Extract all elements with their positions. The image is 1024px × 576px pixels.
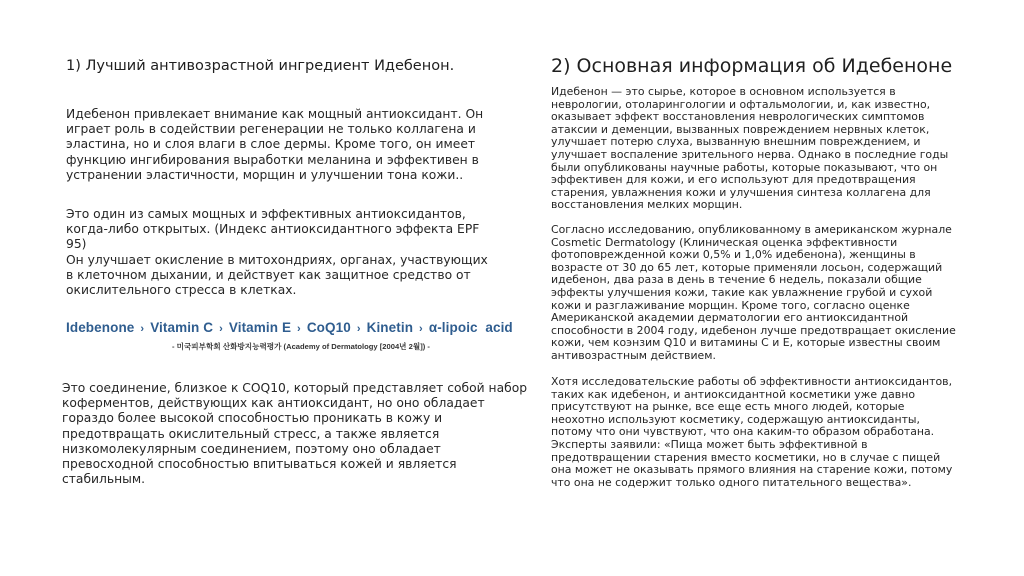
chain-item-kinetin: Kinetin	[366, 320, 414, 335]
left-paragraph-1-text: Идебенон привлекает внимание как мощный антиоксидант. Он играет роль в содействии регенерации не только коллагена и эластина, но и слоя влаги в слое дермы. Кроме того, он имеет функцию ингибирования выработки меланина и эффективен в устранении эластичности, морщин и улучшении тона кожи..	[66, 107, 484, 182]
antioxidant-ranking-chain	[66, 320, 513, 335]
right-paragraph-1	[551, 86, 961, 212]
chain-source-caption: - 미국피부학회 산화방지능력평가 (Academy of Dermatology [2004년 2월]) -	[172, 342, 430, 351]
right-paragraph-3-text: Хотя исследовательские работы об эффективности антиоксидантов, таких как идебенон, и антиоксидантной косметики уже давно присутствуют на рынке, все еще есть много людей, которые неохотно используют косметику, содержащую антиоксиданты, потому что они чувствуют, что она каким-то образом обработана. Эксперты заявили: «Пища может быть эффективной в предотвращении старения вместо косметики, но в случае с пищей она может не оказывать прямого влияния на старение кожи, потому что она не содержит только одного питательного вещества».	[551, 375, 953, 489]
chain-arrow-icon: ›	[219, 323, 223, 335]
chain-item-idebenone: Idebenone	[66, 320, 135, 335]
chain-item-alpha-lipoic-acid: α-lipoic acid	[428, 320, 513, 335]
chain-item-vitamin-e: Vitamin E	[228, 320, 292, 335]
left-paragraph-1	[66, 107, 496, 183]
left-paragraph-3-text: Это соединение, близкое к COQ10, который представляет собой набор коферментов, действующих как антиоксидант, но оно обладает гораздо более высокой способностью проникать в кожу и предотвращать окислительный стресс, а также является низкомолекулярным соединением, поэтому оно обладает превосходной способностью впитываться кожей и является стабильным.	[62, 381, 528, 487]
right-paragraph-3	[551, 376, 961, 489]
chain-arrow-icon: ›	[140, 323, 145, 335]
chain-item-coq10: CoQ10	[306, 320, 351, 335]
chain-arrow-icon: ›	[419, 323, 423, 335]
chain-item-vitamin-c: Vitamin C	[150, 320, 214, 335]
right-paragraph-2	[551, 224, 961, 363]
left-paragraph-2-line-2: Он улучшает окисление в митохондриях, органах, участвующих в клеточном дыхании, и действует как защитное средство от окислительного стресса в клетках.	[66, 252, 488, 298]
left-paragraph-2-line-1: Это один из самых мощных и эффективных антиоксидантов, когда-либо открытых. (Индекс антиоксидантного эффекта EPF 95)	[66, 207, 480, 252]
right-paragraph-1-text: Идебенон — это сырье, которое в основном используется в неврологии, отоларингологии и офтальмологии, и, как известно, оказывает эффект восстановления неврологических симптомов атаксии и деменции, вызванных повреждением нервных клеток, улучшает потерю слуха, вызванную внешним повреждением, и улучшает воспаление зрительного нерва. Однако в последние годы были опубликованы научные работы, которые показывают, что он эффективен для кожи, и его используют для предотвращения старения, увлажнения кожи и улучшения синтеза коллагена для восстановления мелких морщин.	[551, 85, 949, 212]
left-paragraph-2	[66, 207, 496, 298]
chain-arrow-icon: ›	[356, 323, 361, 335]
right-paragraph-2-text: Согласно исследованию, опубликованному в американском журнале Cosmetic Dermatology (Клиническая оценка эффективности фотоповрежденной кожи 0,5% и 1,0% идебенона), женщины в возрасте от 30 до 65 лет, которые применяли лосьон, содержащий идебенон, два раза в день в течение 6 недель, показали общие эффекты улучшения кожи, такие как увлажнение грубой и сухой кожи и разглаживание морщин. Кроме того, согласно оценке Американской академии дерматологии его антиоксидантной способности в 2004 году, идебенон лучше предотвращает окисление кожи, чем коэнзим Q10 и витамины С и Е, которые известны своим антивозрастным действием.	[551, 223, 956, 362]
left-section-title: 1) Лучший антивозрастной ингредиент Идебенон.	[66, 58, 455, 74]
left-paragraph-3	[62, 381, 532, 487]
chain-arrow-icon: ›	[297, 323, 301, 335]
right-section-title: 2) Основная информация об Идебеноне	[551, 55, 953, 77]
